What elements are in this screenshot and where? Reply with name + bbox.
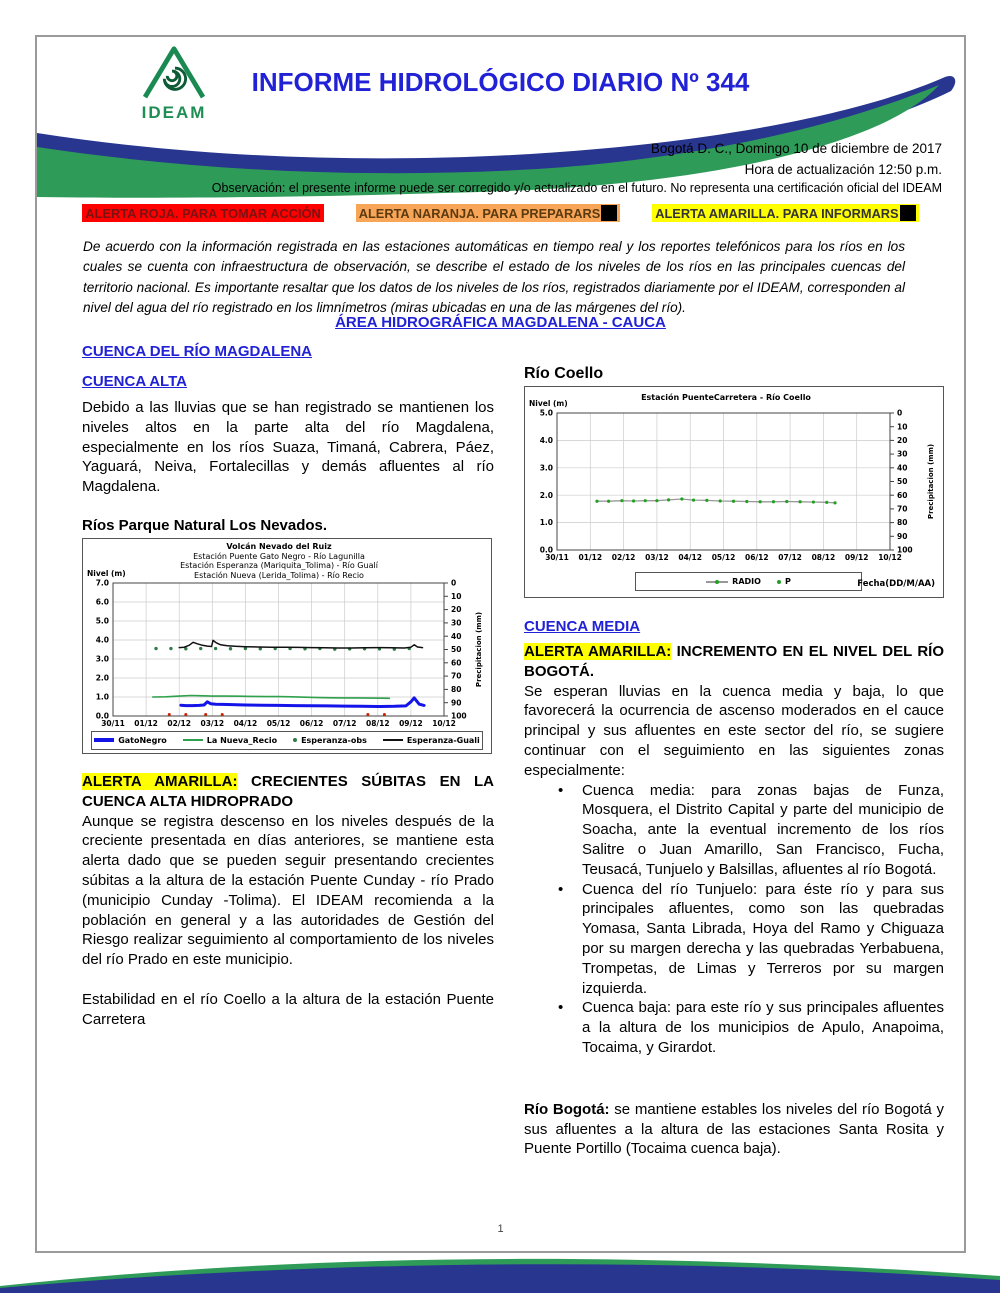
svg-text:30/11: 30/11 [101, 718, 125, 728]
svg-text:08/12: 08/12 [811, 553, 836, 562]
nevados-y-axis-label: Nivel (m) [87, 568, 126, 578]
report-page [35, 35, 966, 1253]
alerta-bogota-heading [524, 642, 944, 682]
svg-text:20: 20 [897, 436, 908, 445]
chart-subtitle-line: Estación Nueva (Lerida_Tolima) - Río Recio [194, 570, 364, 580]
alert-chip-label: ALERTA AMARILLA. PARA INFORMARS [655, 205, 899, 221]
svg-text:Precipitacion (mm): Precipitacion (mm) [927, 443, 935, 520]
coello-chart-plot [525, 387, 942, 596]
svg-text:6.0: 6.0 [95, 597, 109, 607]
svg-text:Precipitacion (mm): Precipitacion (mm) [475, 611, 483, 688]
svg-text:0: 0 [897, 408, 903, 418]
heading-cuenca-media: CUENCA MEDIA [524, 618, 641, 635]
cuenca-alta-paragraph: Debido a las lluvias que se han registrado se mantienen los niveles altos en la parte alta del río Magdalena, especialmente en los ríos Suaza, Timaná, Cabrera, Páez, Yaguará, Neiva, Fortalecillas y demás afluentes al río Magdalena. [82, 399, 494, 496]
svg-text:30: 30 [897, 449, 908, 459]
svg-text:02/12: 02/12 [611, 553, 636, 562]
area-heading-wrap [37, 314, 964, 332]
bullet-item-cuenca-media: • Cuenca media: para zonas bajas de Funza, Mosquera, el Distrito Capital y parte del municipio de Soacha, ante la eventual incremento de los ríos Salitre o Juan Amarillo, San Francisco, Fucha, Teusacá, Tunjuelo y Balsillas, afluentes al río Bogotá. [524, 781, 944, 880]
svg-text:1.0: 1.0 [95, 692, 109, 702]
rio-bogota-text: se mantiene estables los niveles del río Bogotá y sus afluentes a la altura de las estaciones Santa Rosita y Puente Portillo (Tocaima cuenca baja). [524, 1100, 945, 1158]
svg-text:0.0: 0.0 [539, 545, 553, 555]
bullet-list [524, 781, 944, 1058]
svg-text:03/12: 03/12 [200, 718, 225, 728]
footer-wave-graphic [0, 1250, 1000, 1293]
bullet-item-tunjuelo: • Cuenca del río Tunjuelo: para éste río y para sus principales afluentes, como son las quebradas Yomasa, Santa Librada, Hoya del Ramo y Chiguaza por su margen derecha y las quebradas Yerbabuena, Trompetas, de Limas y Terreros por su margen izquierda. [524, 880, 944, 999]
alert-legend [37, 204, 964, 222]
alerta-amarilla-label: ALERTA AMARILLA: [82, 772, 238, 790]
svg-text:2.0: 2.0 [539, 490, 553, 500]
svg-text:90: 90 [897, 531, 908, 541]
svg-text:4.0: 4.0 [539, 436, 553, 445]
coello-chart [524, 386, 944, 598]
svg-text:07/12: 07/12 [778, 553, 802, 562]
svg-text:70: 70 [897, 504, 908, 514]
svg-text:3.0: 3.0 [539, 463, 553, 473]
nevados-chart-titles [113, 542, 445, 580]
svg-text:20: 20 [451, 605, 462, 615]
svg-text:80: 80 [451, 684, 462, 694]
svg-text:05/12: 05/12 [711, 553, 736, 562]
alert-chip-red [82, 204, 323, 222]
svg-text:06/12: 06/12 [299, 718, 324, 728]
nevados-chart [82, 538, 492, 754]
svg-text:50: 50 [451, 645, 462, 655]
alert-chip-label: ALERTA ROJA. PARA TOMAR ACCIÓN [85, 205, 321, 221]
right-column [524, 365, 944, 1179]
legend-label: Esperanza-Guali [406, 735, 480, 745]
svg-text:01/12: 01/12 [134, 718, 158, 728]
area-heading: ÁREA HIDROGRÁFICA MAGDALENA - CAUCA [335, 314, 666, 331]
chart-title-line: Volcán Nevado del Ruiz [226, 541, 332, 551]
svg-text:100: 100 [451, 711, 467, 721]
legend-label: La Nueva_Recio [206, 735, 278, 745]
heading-cuenca-magdalena: CUENCA DEL RÍO MAGDALENA [82, 343, 313, 360]
bullet-item-cuenca-baja: • Cuenca baja: para este río y sus principales afluentes a la altura de los municipios de Apulo, Anapoima, Tocaima, y Girardot. [524, 998, 944, 1057]
nevados-chart-caption: Ríos Parque Natural Los Nevados. [82, 516, 328, 534]
svg-text:40: 40 [451, 631, 462, 641]
svg-text:5.0: 5.0 [539, 408, 553, 418]
svg-text:05/12: 05/12 [266, 718, 291, 728]
estabilidad-paragraph: Estabilidad en el río Coello a la altura de la estación Puente Carretera [82, 990, 494, 1028]
svg-text:10: 10 [451, 591, 462, 601]
svg-text:50: 50 [897, 477, 908, 487]
cuenca-media-paragraph: Se esperan lluvias en la cuenca media y baja, lo que favorecerá la ocurrencia de ascenso moderados en el cauce principal y sus afluentes en este sector del río, se sugiere continuar con el seguimiento en las siguientes zonas especialmente: [524, 682, 944, 779]
svg-text:03/12: 03/12 [645, 553, 669, 562]
svg-text:60: 60 [451, 658, 462, 668]
legend-label: RADIO [732, 577, 761, 586]
hidroprado-paragraph: Aunque se registra descenso en los niveles después de la creciente presentada en días anteriores, se mantiene esta alerta dado que se pueden seguir presentando crecientes súbitas a la altura de la estación Puente Cunday - río Prado (municipio Cunday -Tolima). El IDEAM recomienda a la población en general y a las autoridades de Gestión del Riesgo realizar seguimiento al comportamiento de los niveles del río Prado en este municipio. [82, 812, 494, 969]
alerta-hidroprado-heading [82, 772, 494, 812]
svg-text:08/12: 08/12 [365, 718, 390, 728]
svg-text:10: 10 [897, 422, 908, 432]
alert-chip-label: ALERTA NARANJA. PARA PREPARARS [358, 205, 601, 221]
dateline [651, 139, 942, 181]
redaction-box [601, 205, 617, 221]
svg-text:09/12: 09/12 [399, 718, 423, 728]
svg-text:80: 80 [897, 518, 908, 528]
coello-x-axis-label: Fecha(DD/M/AA) [857, 579, 935, 589]
heading-rio-coello: Río Coello [524, 365, 604, 382]
rio-bogota-paragraph [524, 1100, 944, 1159]
svg-text:4.0: 4.0 [95, 635, 109, 645]
alerta-hidroprado-title: CRECIENTES SÚBITAS EN LA CUENCA ALTA HIDROPRADO [82, 772, 494, 810]
svg-text:5.0: 5.0 [95, 616, 109, 626]
update-time-line: Hora de actualización 12:50 p.m. [744, 161, 942, 177]
ideam-logo-text: IDEAM [141, 103, 207, 122]
alerta-bogota-title: INCREMENTO EN EL NIVEL DEL RÍO BOGOTÁ. [524, 643, 944, 680]
svg-text:0.0: 0.0 [95, 711, 109, 721]
legend-label: P [784, 577, 791, 586]
svg-text:40: 40 [897, 463, 908, 473]
heading-cuenca-alta: CUENCA ALTA [82, 373, 187, 390]
alert-chip-orange [356, 204, 621, 222]
intro-paragraph: De acuerdo con la información registrada en las estaciones automáticas en tiempo real y los reportes telefónicos para los ríos en los cuales se cuenta con infraestructura de observación, se describe el estado de los niveles de los ríos en las principales cuencas del territorio nacional. Es importante resaltar que los datos de los niveles de los ríos, registrados diariamente por el IDEAM, corresponden al nivel del agua del río registrado en los limnímetros (miras ubicadas en una de las márgenes del río). [83, 239, 905, 316]
svg-text:30: 30 [451, 618, 462, 628]
date-line: Bogotá D. C., Domingo 10 de diciembre de 2017 [650, 141, 942, 156]
coello-y-axis-label: Nivel (m) [529, 399, 568, 408]
svg-text:06/12: 06/12 [744, 553, 769, 562]
svg-text:01/12: 01/12 [578, 553, 603, 562]
svg-text:10/12: 10/12 [432, 718, 456, 728]
alert-chip-yellow [652, 204, 918, 222]
svg-text:07/12: 07/12 [332, 718, 357, 728]
svg-text:10/12: 10/12 [878, 553, 902, 562]
coello-chart-title [555, 393, 897, 403]
observation-note: Observación: el presente informe puede ser corregido y/o actualizado en el futuro. No representa una certificación oficial del IDEAM [211, 181, 942, 195]
svg-text:09/12: 09/12 [844, 553, 869, 562]
svg-text:90: 90 [451, 698, 462, 708]
left-column [82, 343, 494, 1050]
page-number: 1 [497, 1223, 504, 1235]
svg-text:02/12: 02/12 [167, 718, 192, 728]
chart-subtitle-line: Estación Esperanza (Mariquita_Tolima) - Río Gualí [180, 561, 378, 571]
svg-text:04/12: 04/12 [233, 718, 258, 728]
chart-subtitle-line: Estación Puente Gato Negro - Río Lagunilla [193, 551, 365, 561]
rio-bogota-label: Río Bogotá: [524, 1100, 610, 1118]
redaction-box [900, 205, 916, 221]
svg-text:30/11: 30/11 [545, 553, 569, 562]
svg-text:60: 60 [897, 490, 908, 500]
chart-title-line: Estación PuenteCarretera - Río Coello [641, 393, 811, 402]
svg-text:1.0: 1.0 [539, 518, 553, 528]
svg-text:04/12: 04/12 [678, 553, 703, 562]
report-title: INFORME HIDROLÓGICO DIARIO Nº 344 [251, 67, 750, 97]
svg-text:100: 100 [897, 545, 913, 555]
svg-text:3.0: 3.0 [95, 654, 109, 664]
svg-text:0: 0 [451, 578, 457, 588]
svg-text:7.0: 7.0 [95, 578, 109, 588]
legend-label: Esperanza-obs [301, 735, 367, 745]
alerta-amarilla-label-2: ALERTA AMARILLA: [524, 643, 672, 660]
legend-label: GatoNegro [118, 735, 167, 745]
svg-text:2.0: 2.0 [95, 673, 109, 683]
svg-text:70: 70 [451, 671, 462, 681]
